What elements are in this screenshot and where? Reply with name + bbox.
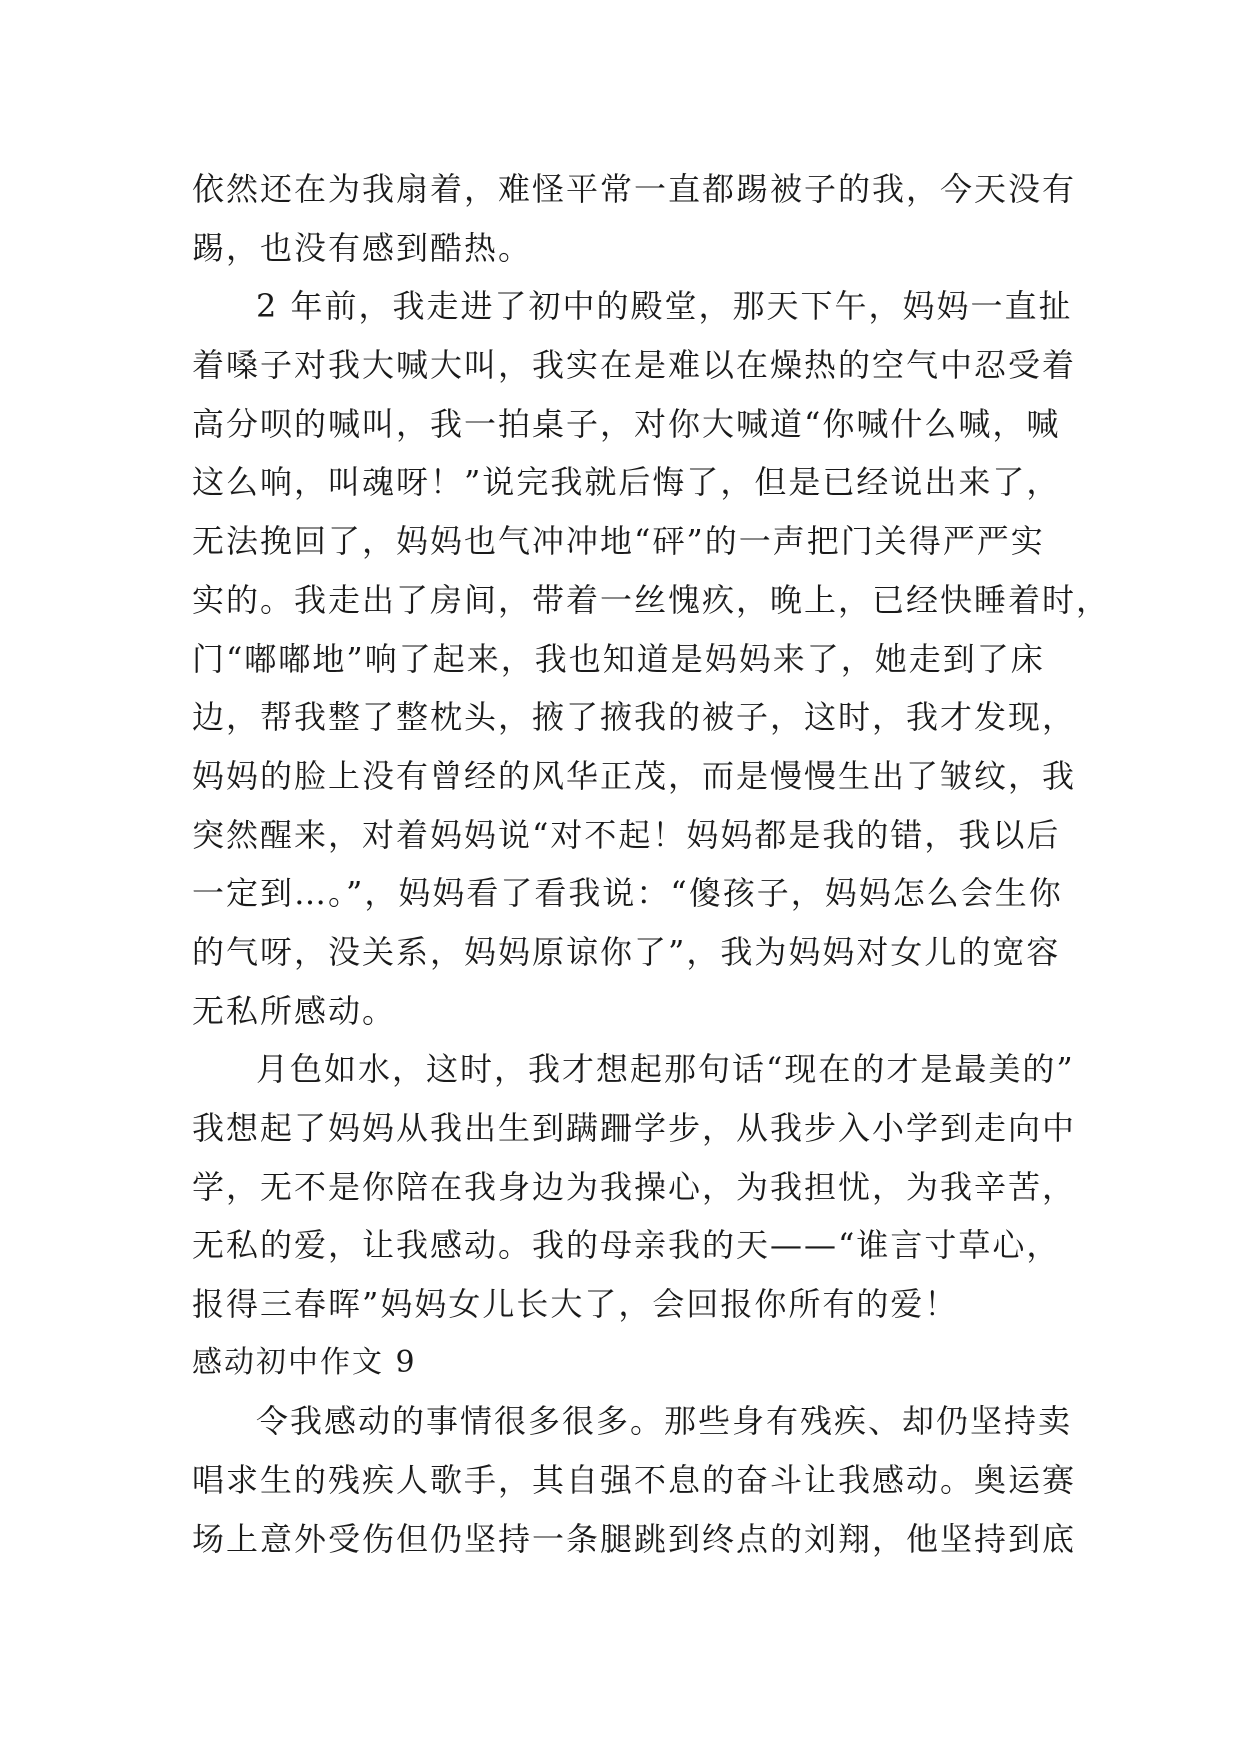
- text-line: 高分呗的喊叫，我一拍桌子，对你大喊道“你喊什么喊，喊: [192, 404, 1061, 443]
- text-line: 妈妈的脸上没有曾经的风华正茂，而是慢慢生出了皱纹，我: [192, 756, 1077, 795]
- text-line: 边，帮我整了整枕头，掖了掖我的被子，这时，我才发现，: [192, 698, 1077, 737]
- text-line: 门“嘟嘟地”响了起来，我也知道是妈妈来了，她走到了床: [192, 639, 1045, 678]
- text-line: 依然还在为我扇着，难怪平常一直都踢被子的我，今天没有: [192, 170, 1077, 208]
- text-line: 着嗓子对我大喊大叫，我实在是难以在燥热的空气中忍受着: [192, 346, 1077, 385]
- text-line: 的气呀，没关系，妈妈原谅你了”，我为妈妈对女儿的宽容: [192, 932, 1061, 971]
- text-line: 突然醒来，对着妈妈说“对不起！妈妈都是我的错，我以后: [192, 815, 1061, 854]
- text-line: 唱求生的残疾人歌手，其自强不息的奋斗让我感动。奥运赛: [192, 1461, 1077, 1500]
- text-line: 踢，也没有感到酷热。: [192, 228, 533, 267]
- paragraph-start-line: 月色如水，这时，我才想起那句话“现在的才是最美的”: [256, 1050, 1075, 1089]
- text-line: 这么响，叫魂呀！”说完我就后悔了，但是已经说出来了，: [192, 463, 1061, 502]
- text-line: 场上意外受伤但仍坚持一条腿跳到终点的刘翔，他坚持到底: [192, 1519, 1077, 1558]
- text-line: 一定到…。”，妈妈看了看我说：“傻孩子，妈妈怎么会生你: [192, 874, 1063, 913]
- section-heading: 感动初中作文 9: [192, 1344, 417, 1380]
- essay-body: [192, 160, 1111, 1569]
- paragraph-start-line: 令我感动的事情很多很多。那些身有残疾、却仍坚持卖: [256, 1402, 1073, 1441]
- paragraph-start-line: 2 年前，我走进了初中的殿堂，那天下午，妈妈一直扯: [256, 287, 1073, 326]
- text-line: 报得三春晖”妈妈女儿长大了，会回报你所有的爱！: [192, 1285, 959, 1324]
- text-line: 实的。我走出了房间，带着一丝愧疚，晚上，已经快睡着时，: [192, 580, 1111, 619]
- text-line: 学，无不是你陪在我身边为我操心，为我担忧，为我辛苦，: [192, 1167, 1077, 1206]
- text-line: 无私的爱，让我感动。我的母亲我的天——“谁言寸草心，: [192, 1226, 1061, 1265]
- text-line: 我想起了妈妈从我出生到蹒跚学步，从我步入小学到走向中: [192, 1109, 1077, 1147]
- text-line: 无私所感动。: [192, 991, 397, 1030]
- text-line: 无法挽回了，妈妈也气冲冲地“砰”的一声把门关得严严实: [192, 522, 1045, 561]
